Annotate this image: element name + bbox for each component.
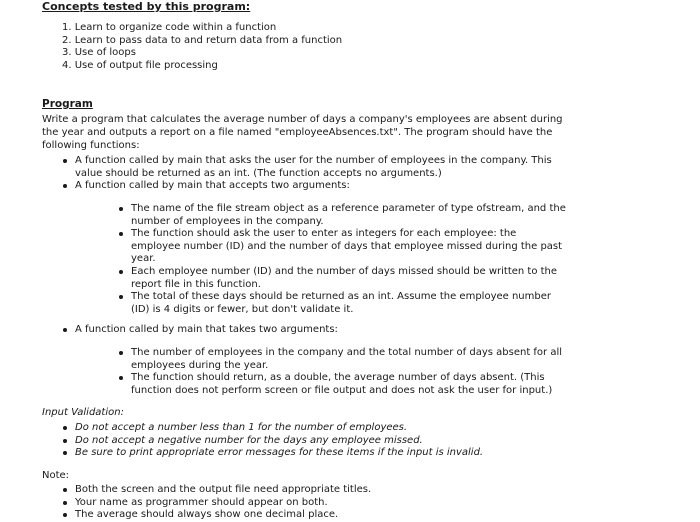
arg-line: function does not perform screen or file output and does not ask the user for input.): [131, 384, 553, 396]
functions-list: [62, 155, 552, 193]
function3-arg-item: [118, 372, 562, 397]
function-item-line: A function called by main that takes two arguments:: [75, 324, 338, 335]
function-item-line: A function called by main that accepts two arguments:: [75, 180, 350, 192]
arg-line: The function should ask the user to enter as integers for each employee: the: [131, 228, 517, 240]
function-item-1: [62, 155, 552, 180]
intro-line: the year and outputs a report on a file named "employeeAbsences.txt". The program should have the: [42, 126, 553, 138]
arg-line: (ID) is 4 digits or fewer, but don't validate it.: [131, 303, 354, 315]
note-list: [62, 484, 371, 522]
note-item: [62, 497, 371, 510]
function2-arguments-list: [118, 203, 566, 316]
arg-line: report file in this function.: [131, 278, 261, 290]
function2-arg-item: [118, 203, 566, 228]
validation-item: [62, 435, 483, 448]
function2-arg-item: [118, 291, 566, 316]
program-intro: [42, 114, 602, 152]
note-line: The average should always show one decimal place.: [75, 509, 339, 521]
arg-line: The name of the file stream object as a reference parameter of type ofstream, and the: [131, 203, 566, 214]
validation-item: [62, 447, 483, 460]
validation-line: Do not accept a negative number for the days any employee missed.: [75, 434, 423, 446]
function2-arg-item: [118, 266, 566, 291]
concept-item: 4. Use of output file processing: [62, 59, 218, 71]
function2-arg-item: [118, 228, 566, 266]
note-line: Your name as programmer should appear on both.: [75, 496, 328, 508]
intro-line: Write a program that calculates the average number of days a company's employees are absent during: [42, 114, 563, 125]
function3-arg-item: [118, 347, 562, 372]
input-validation-list: [62, 422, 483, 460]
arg-line: employees during the year.: [131, 359, 269, 371]
function-item-line: value should be returned as an int. (The function accepts no arguments.): [75, 167, 442, 179]
arg-line: The function should return, as a double, the average number of days absent. (This: [131, 372, 545, 384]
arg-line: Each employee number (ID) and the number of days missed should be written to the: [131, 265, 558, 277]
arg-line: The total of these days should be returned as an int. Assume the employee number: [131, 291, 551, 303]
function-item-line: A function called by main that asks the user for the number of employees in the company. This: [75, 155, 552, 166]
validation-line: Do not accept a number less than 1 for the number of employees.: [75, 422, 408, 433]
concepts-list: [62, 22, 342, 72]
function-item-3: [62, 324, 338, 337]
concept-item: 2. Learn to pass data to and return data from a function: [62, 34, 343, 46]
functions-list-continued: [62, 324, 338, 337]
arg-line: employee number (ID) and the number of days that employee missed during the past: [131, 240, 563, 252]
intro-line: following functions:: [42, 139, 140, 151]
concept-item: 1. Learn to organize code within a function: [62, 22, 277, 33]
arg-line: number of employees in the company.: [131, 215, 324, 227]
note-item: [62, 509, 371, 522]
concept-item: 3. Use of loops: [62, 47, 136, 59]
concepts-heading: Concepts tested by this program:: [42, 0, 251, 13]
note-heading: Note:: [42, 470, 70, 481]
arg-line: year.: [131, 253, 156, 265]
note-item: [62, 484, 371, 497]
function3-arguments-list: [118, 347, 562, 397]
input-validation-heading: Input Validation:: [42, 407, 124, 418]
validation-item: [62, 422, 483, 435]
validation-line: Be sure to print appropriate error messages for these items if the input is invalid.: [75, 447, 484, 459]
note-line: Both the screen and the output file need appropriate titles.: [75, 484, 372, 495]
arg-line: The number of employees in the company and the total number of days absent for all: [131, 347, 563, 358]
function-item-2: [62, 180, 552, 193]
program-heading: Program: [42, 98, 93, 110]
